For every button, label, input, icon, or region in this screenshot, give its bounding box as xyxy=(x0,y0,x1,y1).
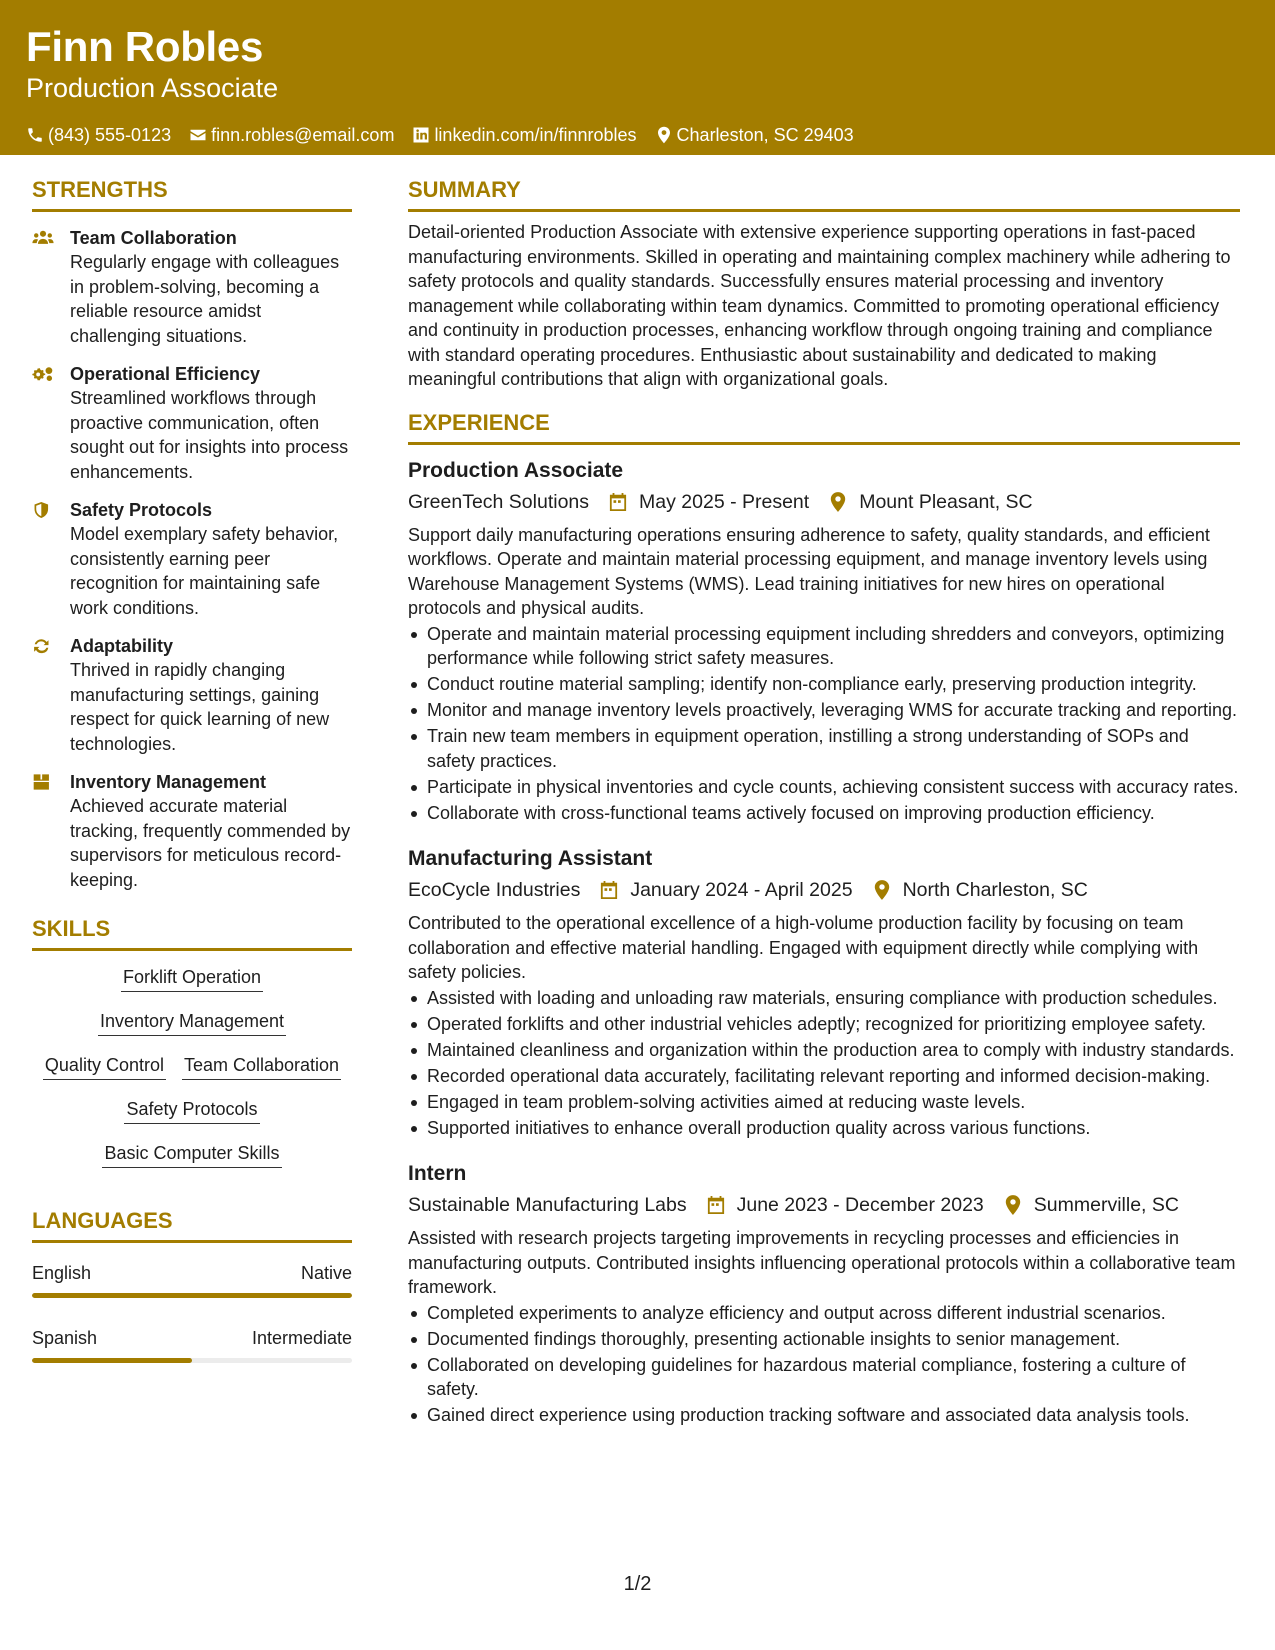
box-icon xyxy=(32,773,54,791)
map-pin-icon xyxy=(873,880,891,900)
job-bullet: Gained direct experience using production tracking software and associated data analysis tools. xyxy=(408,1403,1240,1428)
phone-icon xyxy=(26,126,44,144)
job-dates: May 2025 - Present xyxy=(639,490,810,513)
job-entry xyxy=(408,457,1240,826)
shield-icon xyxy=(32,501,54,519)
strength-item xyxy=(32,770,352,892)
right-column xyxy=(408,175,1240,1429)
skill-tag: Inventory Management xyxy=(98,1009,286,1036)
job-dates-wrap xyxy=(707,1191,984,1219)
map-pin-icon xyxy=(1004,1195,1022,1215)
job-bullet: Train new team members in equipment operation, instilling a strong understanding of SOPs and safety practices. xyxy=(408,724,1240,773)
language-item xyxy=(32,1261,352,1298)
job-bullet: Collaborated on developing guidelines for hazardous material compliance, fostering a culture of safety. xyxy=(408,1353,1240,1402)
job-dates-wrap xyxy=(600,876,852,904)
skill-tag: Team Collaboration xyxy=(182,1053,341,1080)
contact-bar xyxy=(26,124,1249,146)
job-bullet: Conduct routine material sampling; identify non-compliance early, preserving production integrity. xyxy=(408,672,1240,697)
language-item xyxy=(32,1326,352,1363)
job-location: Summerville, SC xyxy=(1033,1194,1179,1216)
candidate-title: Production Associate xyxy=(26,73,279,103)
phone-text: (843) 555-0123 xyxy=(48,125,172,145)
job-bullet: Operated forklifts and other industrial vehicles adeptly; recognized for prioritizing employee safety. xyxy=(408,1012,1240,1037)
job-description: Support daily manufacturing operations ensuring adherence to safety, quality standards, and efficient workflows. Operate and maintain material processing equipment, and manage inventory levels using Warehouse Management Systems (WMS). Lead training initiatives for new hires on operational protocols and physical audits. xyxy=(408,524,1210,618)
language-proficiency-fill xyxy=(32,1293,352,1298)
job-bullet: Operate and maintain material processing equipment including shredders and conveyors, optimizing performance while following strict safety measures. xyxy=(408,622,1240,671)
job-location-wrap xyxy=(873,876,1088,904)
language-name: Spanish xyxy=(32,1328,98,1348)
job-location: Mount Pleasant, SC xyxy=(859,490,1033,513)
calendar-icon xyxy=(707,1195,725,1215)
strength-title: Safety Protocols xyxy=(70,500,213,520)
language-proficiency-bar xyxy=(32,1358,352,1363)
map-pin-icon xyxy=(829,492,847,512)
contact-phone[interactable] xyxy=(26,124,171,146)
summary-heading: SUMMARY xyxy=(408,175,1240,212)
strengths-heading: STRENGTHS xyxy=(32,175,352,212)
email-text: finn.robles@email.com xyxy=(211,125,395,145)
page-indicator: 1/2 xyxy=(623,1573,652,1595)
strength-desc: Streamlined workflows through proactive communication, often sought out for insights into process enhancements. xyxy=(70,388,349,482)
job-bullets xyxy=(408,622,1240,826)
job-bullets xyxy=(408,986,1240,1141)
strength-item xyxy=(32,226,352,348)
strength-title: Operational Efficiency xyxy=(70,364,261,384)
strength-desc: Achieved accurate material tracking, frequently commended by supervisors for meticulous record-keeping. xyxy=(70,796,351,890)
skills-list xyxy=(32,965,352,1168)
job-bullet: Completed experiments to analyze efficiency and output across different industrial scenarios. xyxy=(408,1301,1240,1326)
experience-list xyxy=(408,457,1240,1428)
strength-title: Inventory Management xyxy=(70,772,267,792)
language-level: Native xyxy=(300,1263,352,1283)
calendar-icon xyxy=(609,492,627,512)
job-bullet: Participate in physical inventories and cycle counts, achieving consistent success with accuracy rates. xyxy=(408,775,1240,800)
job-description: Assisted with research projects targeting improvements in recycling processes and efficiencies in manufacturing outputs. Contributed insights influencing operational protocols within a collaborative team framework. xyxy=(408,1228,1236,1297)
languages-heading: LANGUAGES xyxy=(32,1206,352,1243)
job-bullet: Maintained cleanliness and organization within the production area to comply with industry standards. xyxy=(408,1038,1240,1063)
summary-text: Detail-oriented Production Associate with extensive experience supporting operations in fast-paced manufacturing environments. Skilled in operating and maintaining complex machinery while adhering to safety protocols and quality standards. Successfully ensures material processing and inventory management while collaborating within team dynamics. Committed to promoting operational efficiency and continuity in production processes, enhancing workflow through ongoing training and compliance with standard operating procedures. Enthusiastic about sustainability and dedicated to making meaningful contributions that align with organizational goals. xyxy=(408,222,1231,389)
resume-header xyxy=(0,0,1275,155)
contact-location xyxy=(655,124,854,146)
envelope-icon xyxy=(189,126,207,144)
experience-heading: EXPERIENCE xyxy=(408,408,1240,445)
job-location-wrap xyxy=(1004,1191,1179,1219)
job-bullet: Supported initiatives to enhance overall production quality across various functions. xyxy=(408,1116,1240,1141)
skills-heading: SKILLS xyxy=(32,914,352,951)
language-proficiency-bar xyxy=(32,1293,352,1298)
strength-item xyxy=(32,362,352,484)
strength-title: Team Collaboration xyxy=(70,228,237,248)
language-proficiency-fill xyxy=(32,1358,192,1363)
users-icon xyxy=(32,229,54,247)
job-company: EcoCycle Industries xyxy=(408,879,581,901)
contact-email[interactable] xyxy=(189,124,394,146)
job-entry xyxy=(408,1160,1240,1428)
job-dates-wrap xyxy=(609,488,809,516)
strength-title: Adaptability xyxy=(70,636,174,656)
strength-desc: Regularly engage with colleagues in problem-solving, becoming a reliable resource amidst challenging situations. xyxy=(70,252,340,346)
job-bullet: Collaborate with cross-functional teams actively focused on improving production efficiency. xyxy=(408,801,1240,826)
map-pin-icon xyxy=(655,126,673,144)
skill-tag: Basic Computer Skills xyxy=(102,1141,281,1168)
job-title: Manufacturing Assistant xyxy=(408,847,653,870)
job-location: North Charleston, SC xyxy=(902,879,1088,901)
strength-item xyxy=(32,498,352,620)
language-level: Intermediate xyxy=(251,1328,352,1348)
gears-icon xyxy=(32,365,54,383)
job-dates: January 2024 - April 2025 xyxy=(630,879,853,901)
job-bullet: Monitor and manage inventory levels proactively, leveraging WMS for accurate tracking and reporting. xyxy=(408,698,1240,723)
job-bullet: Assisted with loading and unloading raw materials, ensuring compliance with production schedules. xyxy=(408,986,1240,1011)
linkedin-text: linkedin.com/in/finnrobles xyxy=(434,125,637,145)
job-entry xyxy=(408,845,1240,1140)
job-meta xyxy=(408,488,1240,516)
skill-tag: Quality Control xyxy=(43,1053,166,1080)
calendar-icon xyxy=(600,880,618,900)
skill-tag: Safety Protocols xyxy=(124,1097,259,1124)
job-meta xyxy=(408,876,1240,904)
candidate-name: Finn Robles xyxy=(26,23,264,70)
refresh-icon xyxy=(32,637,54,655)
job-bullet: Engaged in team problem-solving activities aimed at reducing waste levels. xyxy=(408,1090,1240,1115)
job-company: GreenTech Solutions xyxy=(408,490,590,513)
job-bullet: Documented findings thoroughly, presenting actionable insights to senior management. xyxy=(408,1327,1240,1352)
job-company: Sustainable Manufacturing Labs xyxy=(408,1194,687,1216)
linkedin-icon xyxy=(412,126,430,144)
contact-linkedin[interactable] xyxy=(412,124,636,146)
strength-desc: Thrived in rapidly changing manufacturing settings, gaining respect for quick learning of new technologies. xyxy=(70,660,330,754)
strength-item xyxy=(32,634,352,756)
job-bullet: Recorded operational data accurately, facilitating relevant reporting and informed decision-making. xyxy=(408,1064,1240,1089)
job-dates: June 2023 - December 2023 xyxy=(736,1194,984,1216)
job-bullets xyxy=(408,1301,1240,1428)
job-title: Intern xyxy=(408,1162,467,1185)
location-text: Charleston, SC 29403 xyxy=(676,125,854,145)
left-column xyxy=(32,175,352,1391)
languages-list xyxy=(32,1261,352,1363)
job-description: Contributed to the operational excellence of a high-volume production facility by focusing on team collaboration and effective material handling. Engaged with equipment directly while complying with safety policies. xyxy=(408,913,1199,982)
job-location-wrap xyxy=(829,488,1032,516)
job-title: Production Associate xyxy=(408,458,624,482)
skill-tag: Forklift Operation xyxy=(121,965,263,992)
language-name: English xyxy=(32,1263,92,1283)
job-meta xyxy=(408,1191,1240,1219)
strength-desc: Model exemplary safety behavior, consistently earning peer recognition for maintaining safe work conditions. xyxy=(70,524,339,618)
